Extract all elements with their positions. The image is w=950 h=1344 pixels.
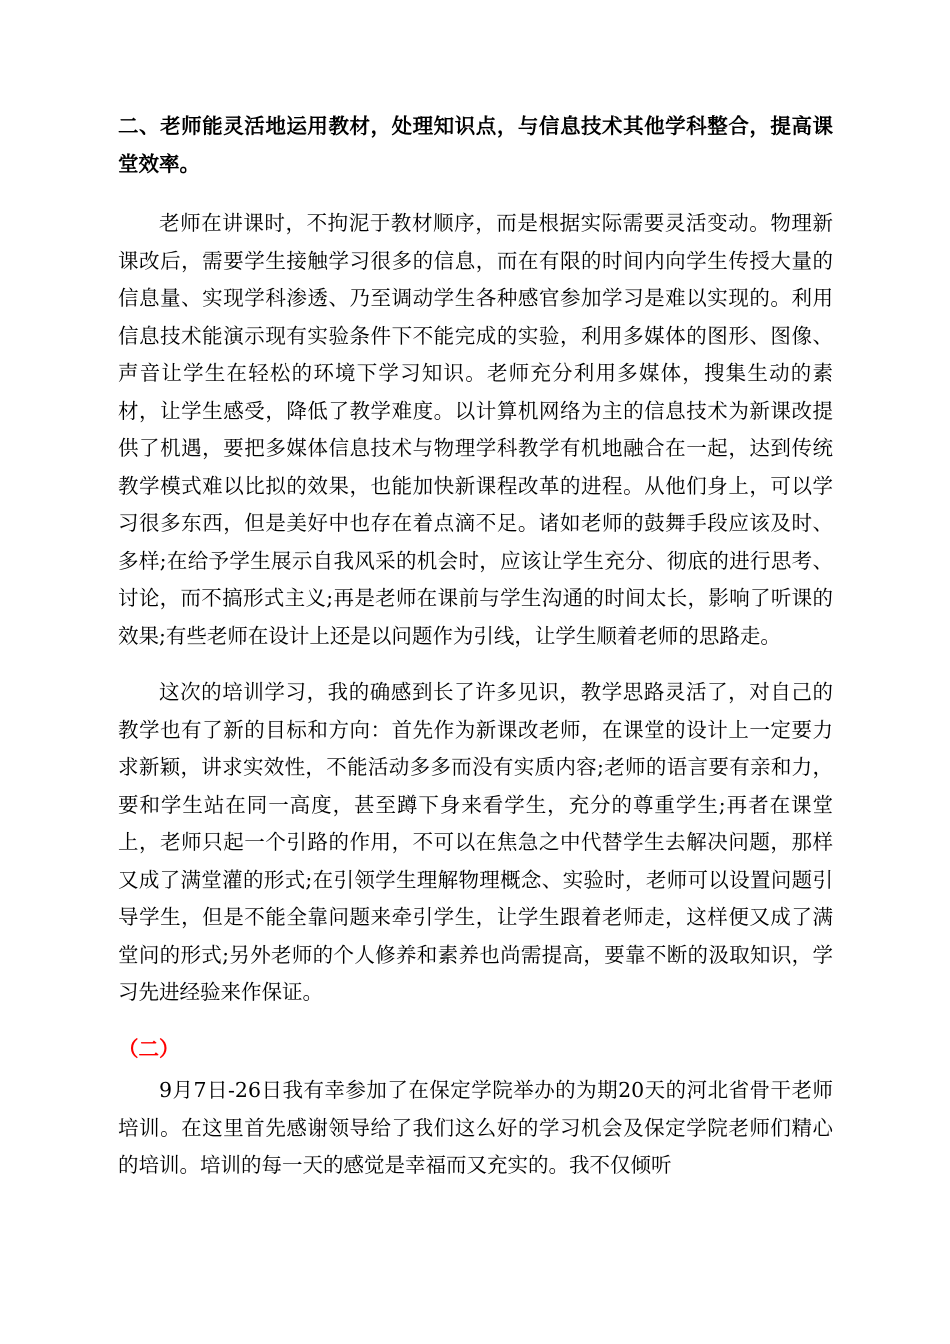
section-heading: 二、老师能灵活地运用教材，处理知识点，与信息技术其他学科整合，提高课堂效率。 <box>118 114 833 176</box>
document-page <box>118 108 833 1204</box>
body-paragraph-3: 9月7日-26日我有幸参加了在保定学院举办的为期20天的河北省骨干老师培训。在这里首先感谢领导给了我们这么好的学习机会及保定学院老师们精心的培训。培训的每一天的感觉是幸福而又充实的。我不仅倾听 <box>118 1078 833 1177</box>
section-label: （二） <box>118 1036 180 1061</box>
body-paragraph-1: 老师在讲课时，不拘泥于教材顺序，而是根据实际需要灵活变动。物理新课改后，需要学生接触学习很多的信息，而在有限的时间内向学生传授大量的信息量、实现学科渗透、乃至调动学生各种感官参加学习是难以实现的。利用信息技术能演示现有实验条件下不能完成的实验，利用多媒体的图形、图像、声音让学生在轻松的环境下学习知识。老师充分利用多媒体，搜集生动的素材，让学生感受，降低了教学难度。以计算机网络为主的信息技术为新课改提供了机遇，要把多媒体信息技术与物理学科教学有机地融合在一起，达到传统教学模式难以比拟的效果，也能加快新课程改革的进程。从他们身上，可以学习很多东西，但是美好中也存在着点滴不足。诸如老师的鼓舞手段应该及时、多样;在给予学生展示自我风采的机会时，应该让学生充分、彻底的进行思考、讨论，而不搞形式主义;再是老师在课前与学生沟通的时间太长，影响了听课的效果;有些老师在设计上还是以问题作为引线，让学生顺着老师的思路走。 <box>118 211 833 648</box>
body-paragraph-2: 这次的培训学习，我的确感到长了许多见识，教学思路灵活了，对自己的教学也有了新的目标和方向：首先作为新课改老师，在课堂的设计上一定要力求新颖，讲求实效性，不能活动多多而没有实质内容;老师的语言要有亲和力，要和学生站在同一高度，甚至蹲下身来看学生，充分的尊重学生;再者在课堂上，老师只起一个引路的作用，不可以在焦急之中代替学生去解决问题，那样又成了满堂灌的形式;在引领学生理解物理概念、实验时，老师可以设置问题引导学生，但是不能全靠问题来牵引学生，让学生跟着老师走，这样便又成了满堂问的形式;另外老师的个人修养和素养也尚需提高，要靠不断的汲取知识，学习先进经验来作保证。 <box>118 680 833 1004</box>
